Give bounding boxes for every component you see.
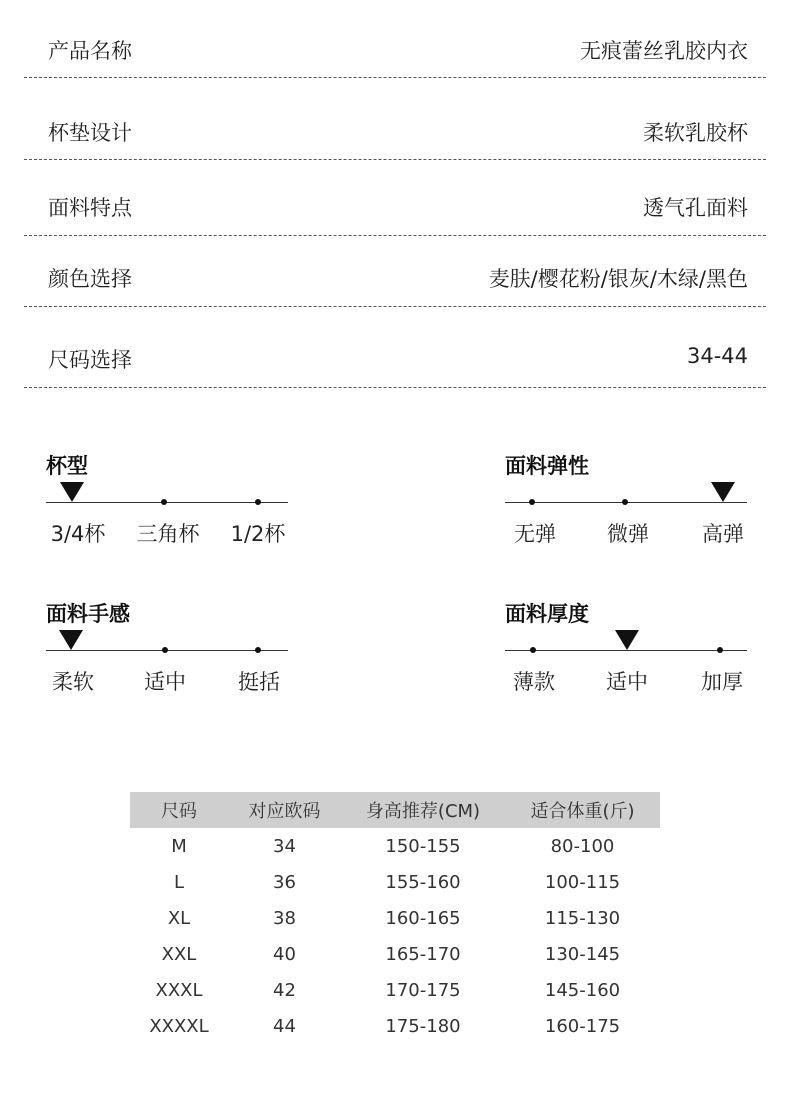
table-cell: 160-175 [544,1015,621,1037]
divider [24,159,766,160]
table-cell: 100-115 [544,871,621,893]
spec-label: 产品名称 [48,39,132,63]
scale-option: 适中 [144,670,186,694]
scale-title: 面料手感 [46,602,130,626]
scale-dot [161,499,167,505]
scale-option: 柔软 [52,670,94,694]
spec-label: 尺码选择 [48,348,132,372]
spec-row-product-name [24,28,766,68]
scale-dot [255,647,261,653]
scale-dot [717,647,723,653]
table-cell: XXL [161,943,197,965]
table-cell: 115-130 [544,907,621,929]
table-cell: 38 [273,907,296,929]
table-row [130,936,660,972]
scale-option: 高弹 [702,522,744,546]
table-cell: 160-165 [385,907,461,929]
table-cell: 155-160 [385,871,461,893]
spec-value: 透气孔面料 [643,196,748,220]
table-cell: 175-180 [385,1015,461,1037]
selected-marker-icon [615,630,639,650]
table-cell: 44 [273,1015,296,1037]
scale-option: 无弹 [514,522,556,546]
scale-title: 面料弹性 [505,454,589,478]
table-cell: 42 [273,979,296,1001]
scale-option: 挺括 [238,670,280,694]
divider [24,306,766,307]
scale-option: 3/4杯 [50,522,106,546]
scale-dot [529,499,535,505]
scale-dot [255,499,261,505]
scale-option: 1/2杯 [230,522,286,546]
scale-option: 适中 [606,670,648,694]
scale-option: 三角杯 [136,522,200,546]
selected-marker-icon [711,482,735,502]
table-cell: M [171,835,187,857]
column-header: 对应欧码 [228,792,341,828]
table-cell: 80-100 [550,835,615,857]
table-cell: XL [167,907,191,929]
table-cell: 170-175 [385,979,461,1001]
scale-option: 薄款 [513,670,555,694]
table-cell: 34 [273,835,296,857]
selected-marker-icon [59,630,83,650]
table-cell: 165-170 [385,943,461,965]
table-row [130,1008,660,1044]
table-row [130,828,660,864]
table-cell: L [173,871,185,893]
scale-line [505,650,747,651]
scale-title: 面料厚度 [505,602,589,626]
spec-label: 颜色选择 [48,267,132,291]
scale-dot [530,647,536,653]
spec-value: 柔软乳胶杯 [643,121,748,145]
column-header: 尺码 [130,792,228,828]
table-cell: XXXL [155,979,203,1001]
table-cell: 40 [273,943,296,965]
scale-fabric-thickness [505,598,755,694]
spec-row-cup-pad [24,110,766,150]
column-header: 适合体重(斤) [505,792,660,828]
spec-row-size [24,337,766,377]
spec-row-fabric [24,185,766,225]
table-row [130,864,660,900]
scale-fabric-feel [46,598,296,694]
scale-dot [162,647,168,653]
table-row [130,900,660,936]
scale-line [46,502,288,503]
scale-option: 微弹 [607,522,649,546]
divider [24,77,766,78]
table-cell: 36 [273,871,296,893]
spec-value: 麦肤/樱花粉/银灰/木绿/黑色 [488,267,748,291]
spec-value: 无痕蕾丝乳胶内衣 [580,39,748,63]
divider [24,387,766,388]
table-cell: 145-160 [544,979,621,1001]
scale-option: 加厚 [701,670,743,694]
spec-label: 面料特点 [48,196,132,220]
table-row [130,972,660,1008]
table-cell: XXXXL [149,1015,209,1037]
table-cell: 130-145 [544,943,621,965]
scale-dot [622,499,628,505]
spec-row-color [24,256,766,296]
scale-title: 杯型 [46,454,88,478]
selected-marker-icon [60,482,84,502]
table-cell: 150-155 [385,835,461,857]
size-table [130,792,660,1044]
spec-label: 杯垫设计 [48,121,132,145]
scale-fabric-elasticity [505,450,755,546]
column-header: 身高推荐(CM) [341,792,505,828]
divider [24,235,766,236]
scale-cup-type [46,450,296,546]
table-header-row [130,792,660,828]
spec-value: 34-44 [686,344,748,368]
